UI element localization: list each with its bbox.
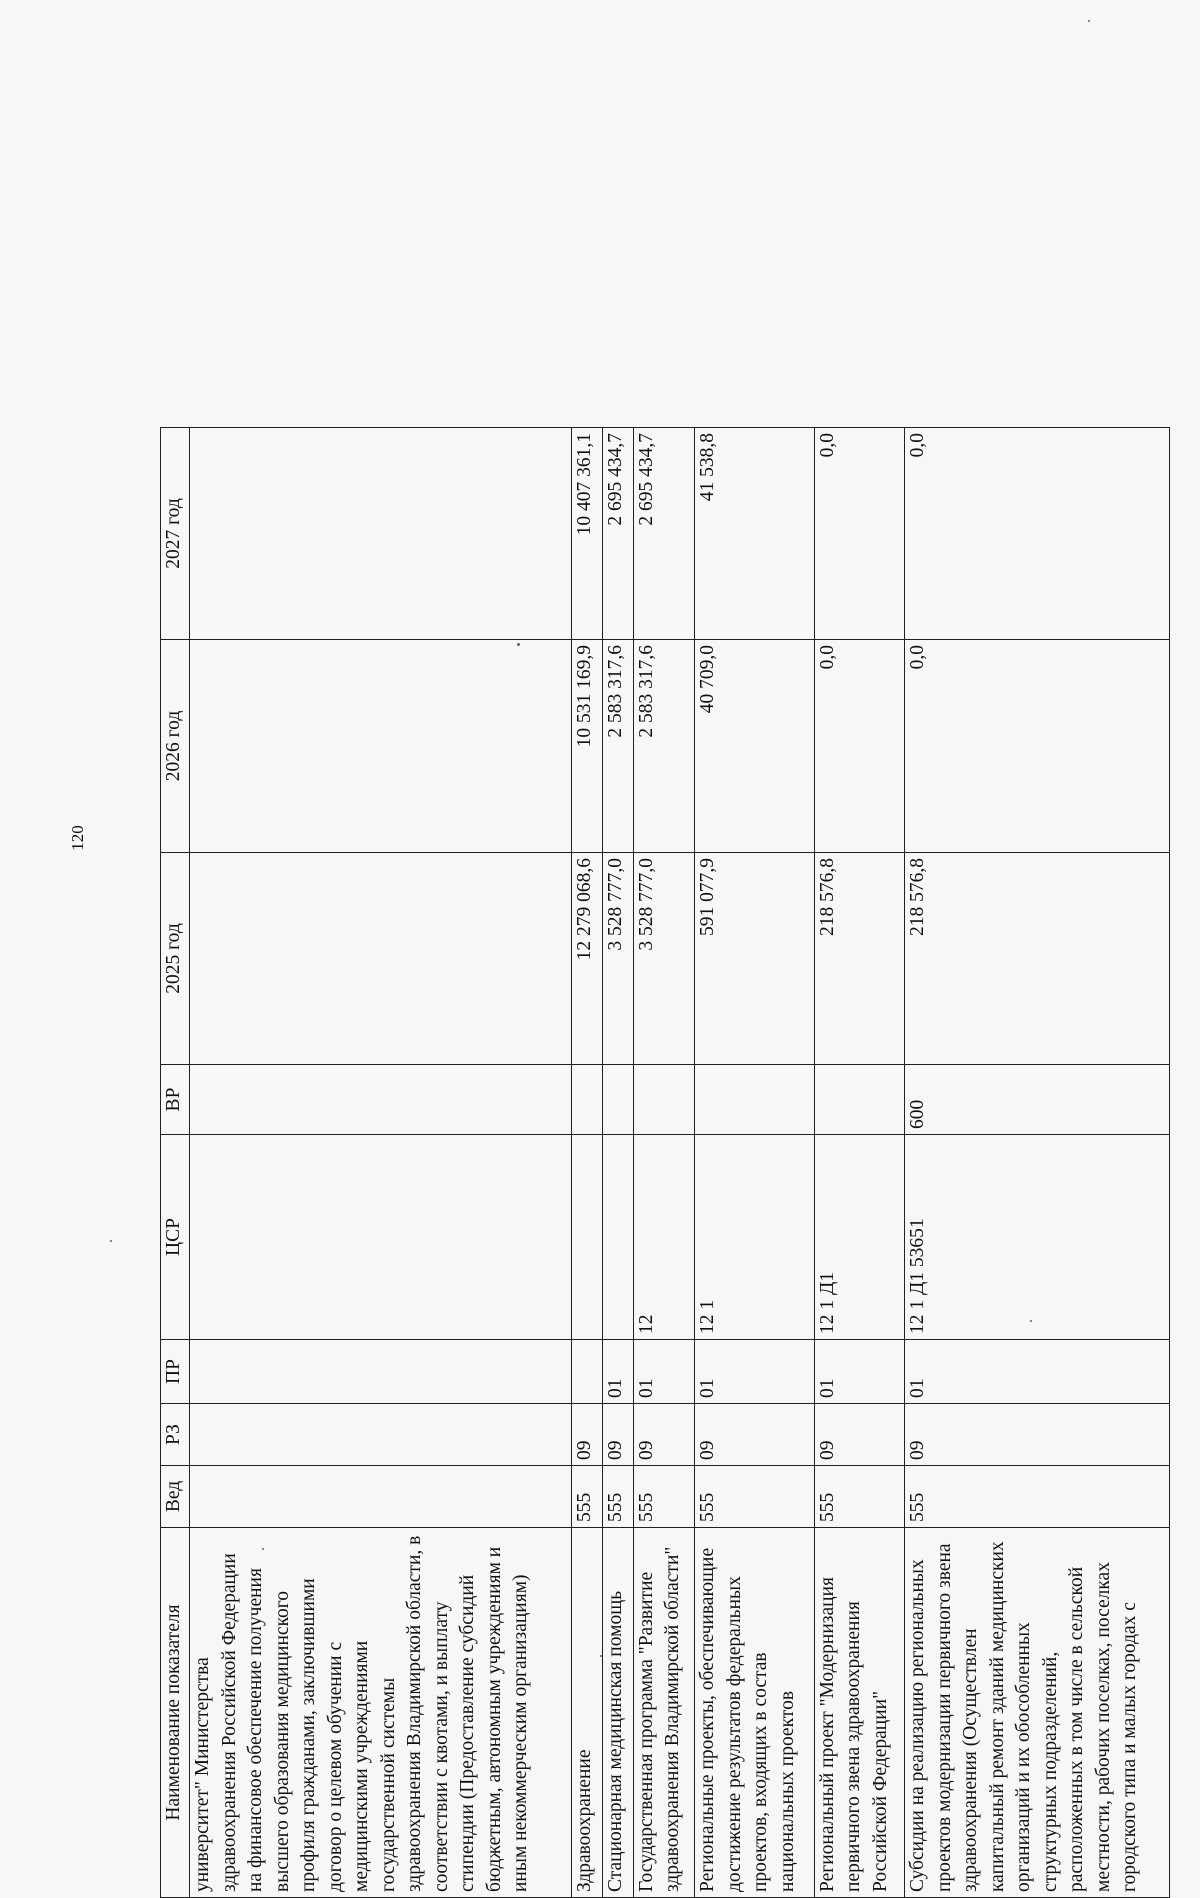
row-2025: 218 576,8: [814, 853, 905, 1065]
row-rz: [190, 1404, 572, 1466]
row-csr: [602, 1135, 633, 1340]
row-ved: 555: [814, 1466, 905, 1528]
row-ved: 555: [602, 1466, 633, 1528]
header-csr: ЦСР: [161, 1135, 190, 1340]
row-ved: 555: [571, 1466, 602, 1528]
row-pr: 01: [633, 1340, 695, 1404]
header-2026: 2026 год: [161, 640, 190, 853]
row-name: Стационарная медицинская помощь: [602, 1528, 633, 1898]
row-2026: 10 531 169,9: [571, 640, 602, 853]
row-2026: 40 709,0: [695, 640, 814, 853]
rotated-page-content: [160, 428, 1170, 1898]
table-row: [695, 428, 814, 1898]
row-name: Региональный проект "Модернизация первичного звена здравоохранения Российской Федерации": [814, 1528, 905, 1898]
row-csr: 12: [633, 1135, 695, 1340]
scan-speck: [110, 1240, 112, 1242]
row-2025: 3 528 777,0: [602, 853, 633, 1065]
row-2025: 591 077,9: [695, 853, 814, 1065]
page-number: 120: [68, 825, 87, 851]
table-row: [814, 428, 905, 1898]
row-rz: 09: [633, 1404, 695, 1466]
row-2027: 2 695 434,7: [602, 428, 633, 640]
row-rz: 09: [602, 1404, 633, 1466]
row-vr: [602, 1065, 633, 1135]
header-name: Наименование показателя: [161, 1528, 190, 1898]
row-name: Здравоохранение: [571, 1528, 602, 1898]
table-row: [571, 428, 602, 1898]
row-pr: 01: [695, 1340, 814, 1404]
table-row: [602, 428, 633, 1898]
header-2027: 2027 год: [161, 428, 190, 640]
row-name: Субсидии на реализацию региональных проектов модернизации первичного звена здравоохранения (Осуществлен капитальный ремонт зданий медицинских организаций и их обособленных структурных подразделений, расположенных в том числе в сельской местности, рабочих поселках, поселках городского типа и малых городах с: [905, 1528, 1170, 1898]
row-vr: 600: [905, 1065, 1170, 1135]
row-vr: [633, 1065, 695, 1135]
table-row: [190, 428, 572, 1898]
row-2025: [190, 853, 572, 1065]
row-2026: 2 583 317,6: [602, 640, 633, 853]
row-2027: 0,0: [905, 428, 1170, 640]
row-vr: [814, 1065, 905, 1135]
table-header-row: [161, 428, 190, 1898]
row-ved: 555: [695, 1466, 814, 1528]
header-pr: ПР: [161, 1340, 190, 1404]
row-vr: [571, 1065, 602, 1135]
header-rz: РЗ: [161, 1404, 190, 1466]
row-2026: 2 583 317,6: [633, 640, 695, 853]
table-row: [905, 428, 1170, 1898]
row-2026: 0,0: [905, 640, 1170, 853]
scan-speck: [1088, 20, 1090, 22]
row-csr: 12 1 Д1 53651: [905, 1135, 1170, 1340]
row-pr: [190, 1340, 572, 1404]
row-2026: 0,0: [814, 640, 905, 853]
scan-speck: [600, 1655, 602, 1657]
row-csr: [571, 1135, 602, 1340]
row-2025: 218 576,8: [905, 853, 1170, 1065]
row-name: Региональные проекты, обеспечивающие достижение результатов федеральных проектов, входящих в состав национальных проектов: [695, 1528, 814, 1898]
row-pr: [571, 1340, 602, 1404]
row-pr: 01: [905, 1340, 1170, 1404]
row-name: университет" Министерства здравоохранения Российской Федерации на финансовое обеспечение получения высшего образования медицинского профиля гражданами, заключившими договор о целевом обучении с медицинскими учреждениями государственной системы здравоохранения Владимирской области, в соответствии с квотами, и выплату стипендии (Предоставление субсидий бюджетным, автономным учреждениям и иным некоммерческим организациям): [190, 1528, 572, 1898]
row-ved: [190, 1466, 572, 1528]
header-ved: Вед: [161, 1466, 190, 1528]
row-rz: 09: [905, 1404, 1170, 1466]
row-vr: [190, 1065, 572, 1135]
row-pr: 01: [814, 1340, 905, 1404]
row-csr: [190, 1135, 572, 1340]
row-csr: 12 1 Д1: [814, 1135, 905, 1340]
row-2027: 2 695 434,7: [633, 428, 695, 640]
row-2027: 10 407 361,1: [571, 428, 602, 640]
row-csr: 12 1: [695, 1135, 814, 1340]
row-ved: 555: [905, 1466, 1170, 1528]
row-pr: 01: [602, 1340, 633, 1404]
row-name: Государственная программа "Развитие здравоохранения Владимирской области": [633, 1528, 695, 1898]
header-2025: 2025 год: [161, 853, 190, 1065]
row-2027: 0,0: [814, 428, 905, 640]
scan-speck: [517, 643, 520, 646]
budget-table: [160, 427, 1170, 1898]
row-rz: 09: [695, 1404, 814, 1466]
scan-speck: [1030, 1320, 1032, 1322]
row-ved: 555: [633, 1466, 695, 1528]
row-vr: [695, 1065, 814, 1135]
row-2027: [190, 428, 572, 640]
row-rz: 09: [571, 1404, 602, 1466]
header-vr: ВР: [161, 1065, 190, 1135]
row-rz: 09: [814, 1404, 905, 1466]
row-2026: [190, 640, 572, 853]
row-2025: 12 279 068,6: [571, 853, 602, 1065]
row-2027: 41 538,8: [695, 428, 814, 640]
row-2025: 3 528 777,0: [633, 853, 695, 1065]
scan-speck: [262, 1548, 264, 1550]
table-row: [633, 428, 695, 1898]
